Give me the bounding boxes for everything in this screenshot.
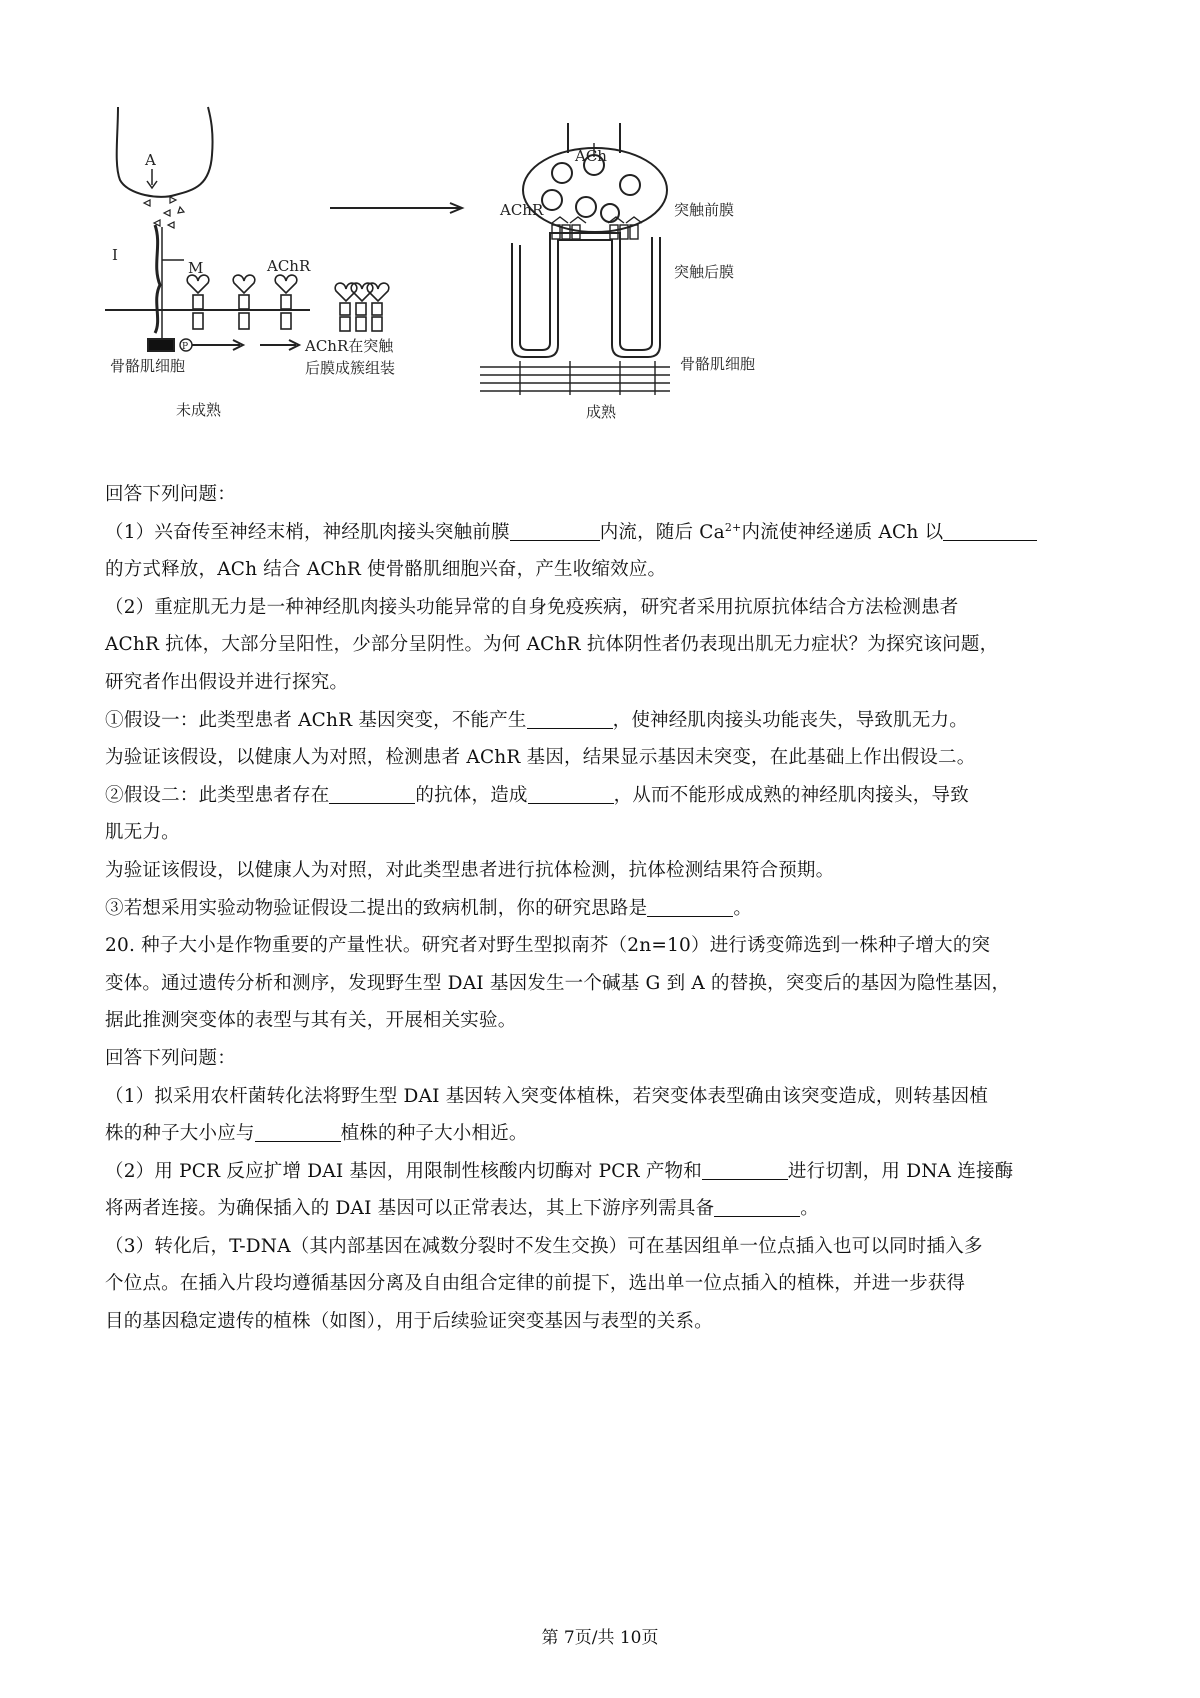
line-text: （2）重症肌无力是一种神经肌肉接头功能异常的自身免疫疾病，研究者采用抗原抗体结合方法检测患者 bbox=[105, 596, 959, 618]
line-segment: （1）兴奋传至神经末梢，神经肌肉接头突触前膜 bbox=[105, 521, 510, 543]
page-footer: 第 7页/共 10页 bbox=[541, 1628, 659, 1648]
answer-blank[interactable] bbox=[647, 896, 733, 917]
label-cluster-line2: 后膜成簇组装 bbox=[305, 359, 396, 377]
text-line bbox=[105, 1002, 1100, 1040]
text-line bbox=[105, 1040, 1100, 1078]
label-skeletal-left: 骨骼肌细胞 bbox=[110, 357, 186, 375]
text-line bbox=[105, 1078, 1100, 1116]
text-line bbox=[105, 814, 1100, 852]
line-segment: 株的种子大小应与 bbox=[105, 1123, 255, 1145]
line-text: 回答下列问题： bbox=[105, 1047, 236, 1069]
answer-blank[interactable] bbox=[329, 783, 415, 804]
hypothesis-1-line bbox=[105, 702, 1100, 740]
label-skeletal-right: 骨骼肌细胞 bbox=[680, 355, 756, 373]
line-segment: 内流，随后 Ca bbox=[599, 521, 725, 543]
hypothesis-2-line bbox=[105, 777, 1100, 815]
label-m: M bbox=[188, 259, 204, 277]
line-text: 个位点。在插入片段均遵循基因分离及自由组合定律的前提下，选出单一位点插入的植株，并进一步获得 bbox=[105, 1273, 966, 1295]
line-segment: 植株的种子大小相近。 bbox=[340, 1123, 528, 1145]
line-segment: ②假设二：此类型患者存在 bbox=[105, 784, 330, 806]
q19-1-line bbox=[105, 514, 1100, 552]
line-segment: ，从而不能形成成熟的神经肌肉接头，导致 bbox=[613, 784, 969, 806]
text-line bbox=[105, 1228, 1100, 1266]
answer-blank[interactable] bbox=[255, 1121, 341, 1142]
line-text: 肌无力。 bbox=[105, 822, 180, 844]
text-line bbox=[105, 589, 1100, 627]
text-line bbox=[105, 1303, 1100, 1341]
text-line bbox=[105, 739, 1100, 777]
answer-blank[interactable] bbox=[714, 1196, 800, 1217]
line-text: （3）转化后，T-DNA（其内部基因在减数分裂时不发生交换）可在基因组单一位点插入也可以同时插入多 bbox=[105, 1235, 983, 1257]
line-text: 变体。通过遗传分析和测序，发现野生型 DAI 基因发生一个碱基 G 到 A 的替换，突变后的基因为隐性基因， bbox=[105, 972, 1011, 994]
label-a: A bbox=[145, 151, 156, 169]
label-mature: 成熟 bbox=[586, 403, 617, 421]
answer-blank[interactable] bbox=[527, 708, 613, 729]
nerve-terminal-outline bbox=[117, 107, 213, 197]
immature-panel bbox=[105, 107, 462, 351]
line-text: 为验证该假设，以健康人为对照，检测患者 AChR 基因，结果显示基因未突变，在此基础上作出假设二。 bbox=[105, 747, 976, 769]
answer-blank[interactable] bbox=[510, 520, 600, 541]
line-segment: （2）用 PCR 反应扩增 DAI 基因，用限制性核酸内切酶对 PCR 产物和 bbox=[105, 1160, 702, 1182]
synapse-figure bbox=[100, 95, 820, 475]
line-segment: ，使神经肌肉接头功能丧失，导致肌无力。 bbox=[612, 709, 968, 731]
line-segment: 。 bbox=[733, 897, 753, 919]
label-i: I bbox=[112, 246, 118, 264]
q20-2b-line bbox=[105, 1190, 1100, 1228]
line-text: 的方式释放，ACh 结合 AChR 使骨骼肌细胞兴奋，产生收缩效应。 bbox=[105, 559, 667, 581]
question-text bbox=[105, 476, 1100, 1341]
label-postsynaptic: 突触后膜 bbox=[674, 263, 735, 281]
line-text: 回答下列问题： bbox=[105, 484, 236, 505]
label-immature: 未成熟 bbox=[176, 401, 222, 419]
line-segment: 内流使神经递质 ACh 以 bbox=[741, 521, 944, 543]
q19-3-line bbox=[105, 890, 1100, 928]
line-text: 据此推测突变体的表型与其有关，开展相关实验。 bbox=[105, 1010, 517, 1032]
line-segment: 进行切割，用 DNA 连接酶 bbox=[787, 1160, 1014, 1182]
text-line bbox=[105, 852, 1100, 890]
text-line bbox=[105, 1265, 1100, 1303]
superscript: 2+ bbox=[724, 520, 742, 534]
line-segment: ③若想采用实验动物验证假设二提出的致病机制，你的研究思路是 bbox=[105, 897, 648, 919]
answer-blank[interactable] bbox=[528, 783, 614, 804]
text-line bbox=[105, 927, 1100, 965]
line-text: AChR 抗体，大部分呈阳性，少部分呈阴性。为何 AChR 抗体阴性者仍表现出肌无力症状？为探究该问题， bbox=[105, 634, 999, 656]
text-line bbox=[105, 551, 1100, 589]
line-text: 研究者作出假设并进行探究。 bbox=[105, 671, 349, 693]
q20-2-line bbox=[105, 1153, 1100, 1191]
answer-blank[interactable] bbox=[943, 520, 1037, 541]
line-segment: 。 bbox=[800, 1198, 819, 1220]
label-p: P bbox=[182, 342, 189, 352]
synapse-diagram bbox=[100, 95, 820, 475]
text-line bbox=[105, 965, 1100, 1003]
line-text: 为验证该假设，以健康人为对照，对此类型患者进行抗体检测，抗体检测结果符合预期。 bbox=[105, 859, 835, 881]
text-line bbox=[105, 626, 1100, 664]
label-presynaptic: 突触前膜 bbox=[674, 201, 735, 219]
label-achr-right: AChR bbox=[500, 201, 544, 219]
line-text: （1）拟采用农杆菌转化法将野生型 DAI 基因转入突变体植株，若突变体表型确由该突变造成，则转基因植 bbox=[105, 1085, 989, 1107]
answer-blank[interactable] bbox=[702, 1159, 788, 1180]
q20-1-line bbox=[105, 1115, 1100, 1153]
text-line bbox=[105, 664, 1100, 702]
label-cluster-line1: AChR在突触 bbox=[305, 337, 394, 355]
line-text: 目的基因稳定遗传的植株（如图），用于后续验证突变基因与表型的关系。 bbox=[105, 1311, 713, 1333]
line-segment: 将两者连接。为确保插入的 DAI 基因可以正常表达，其上下游序列需具备 bbox=[105, 1198, 715, 1220]
line-segment: 的抗体，造成 bbox=[415, 784, 528, 806]
text-line bbox=[105, 476, 1100, 514]
line-text: 20. 种子大小是作物重要的产量性状。研究者对野生型拟南芥（2n=10）进行诱变筛选到一株种子增大的突 bbox=[105, 935, 991, 957]
line-segment: ①假设一：此类型患者 AChR 基因突变，不能产生 bbox=[105, 709, 527, 731]
label-achr-left: AChR bbox=[267, 257, 311, 275]
label-ach: ACh bbox=[575, 147, 607, 165]
